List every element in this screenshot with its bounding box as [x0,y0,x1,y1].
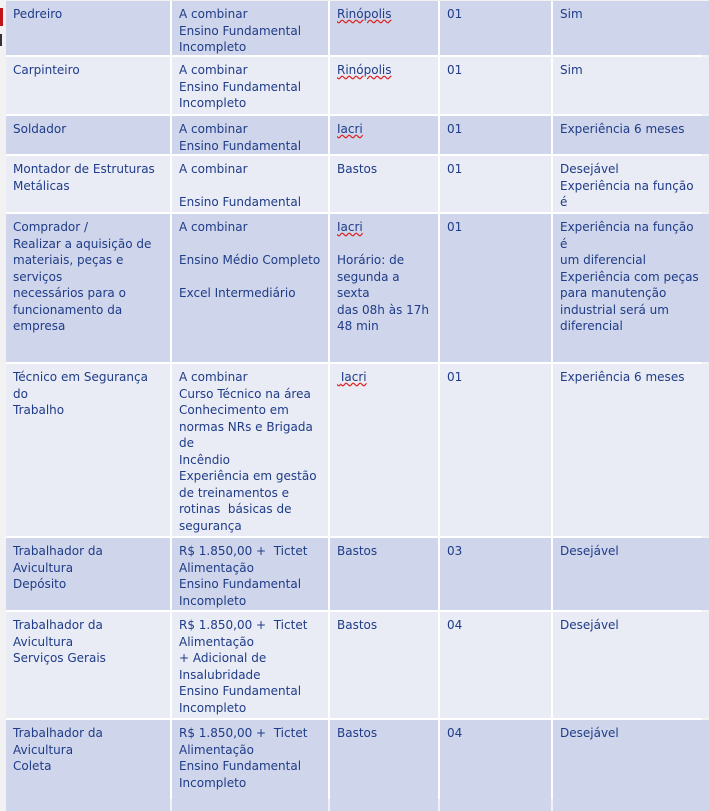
location-text: Iacri [337,220,363,234]
salary-requirements-cell: A combinar Ensino Fundamental [172,116,328,154]
openings-cell: 03 [440,538,551,610]
openings-cell: 01 [440,1,551,55]
location-cell [330,57,438,114]
experience-cell: Desejável Experiência na função é [553,156,709,212]
schedule-text: Horário: de segunda a sexta das 08h às 17h 48 min [337,253,430,333]
job-title-cell: Trabalhador da Avicultura Serviços Gerais [6,612,170,718]
salary-requirements-cell: A combinar Ensino Fundamental Incompleto [172,1,328,55]
location-text: Rinópolis [337,7,392,21]
location-cell: Bastos [330,538,438,610]
job-vacancies-table [6,1,702,799]
salary-requirements-cell: A combinar Curso Técnico na área Conhecimento em normas NRs e Brigada de Incêndio Experiência em gestão de treinamentos e rotinas básicas de segurança [172,364,328,536]
job-title-cell: Carpinteiro [6,57,170,114]
job-title-cell: Trabalhador da Avicultura Depósito [6,538,170,610]
experience-cell: Experiência 6 meses [553,364,709,536]
location-cell [330,364,438,536]
experience-cell: Desejável [553,612,709,718]
job-title-cell: Comprador / Realizar a aquisição de materiais, peças e serviços necessários para o funcionamento da empresa [6,214,170,362]
location-cell: Bastos [330,612,438,718]
location-text: Rinópolis [337,63,392,77]
location-text: Iacri [337,122,363,136]
openings-cell: 01 [440,156,551,212]
job-title-cell: Soldador [6,116,170,154]
experience-cell: Desejável [553,720,709,811]
experience-cell: Sim [553,57,709,114]
edge-red-marker [0,8,3,26]
salary-requirements-cell: R$ 1.850,00 + Tictet Alimentação Ensino Fundamental Incompleto [172,538,328,610]
location-cell [330,1,438,55]
experience-cell: Desejável [553,538,709,610]
job-title-cell: Montador de Estruturas Metálicas [6,156,170,212]
openings-cell: 04 [440,720,551,811]
salary-requirements-cell: A combinar Ensino Médio Completo Excel Intermediário [172,214,328,362]
edge-dark-marker [0,34,2,46]
salary-requirements-cell: A combinar Ensino Fundamental Incompleto [172,57,328,114]
openings-cell: 01 [440,214,551,362]
openings-cell: 04 [440,612,551,718]
location-cell [330,214,438,362]
salary-requirements-cell: R$ 1.850,00 + Tictet Alimentação Ensino Fundamental Incompleto [172,720,328,811]
location-cell [330,116,438,154]
salary-requirements-cell: A combinar Ensino Fundamental [172,156,328,212]
openings-cell: 01 [440,364,551,536]
experience-cell: Experiência 6 meses [553,116,709,154]
openings-cell: 01 [440,116,551,154]
location-cell: Bastos [330,720,438,811]
experience-cell: Sim [553,1,709,55]
location-cell: Bastos [330,156,438,212]
job-title-cell: Trabalhador da Avicultura Coleta [6,720,170,811]
location-text: Iacri [337,370,367,384]
salary-requirements-cell: R$ 1.850,00 + Tictet Alimentação + Adicional de Insalubridade Ensino Fundamental Incompleto [172,612,328,718]
openings-cell: 01 [440,57,551,114]
job-title-cell: Técnico em Segurança do Trabalho [6,364,170,536]
experience-cell: Experiência na função é um diferencial Experiência com peças para manutenção industrial será um diferencial [553,214,709,362]
job-title-cell: Pedreiro [6,1,170,55]
